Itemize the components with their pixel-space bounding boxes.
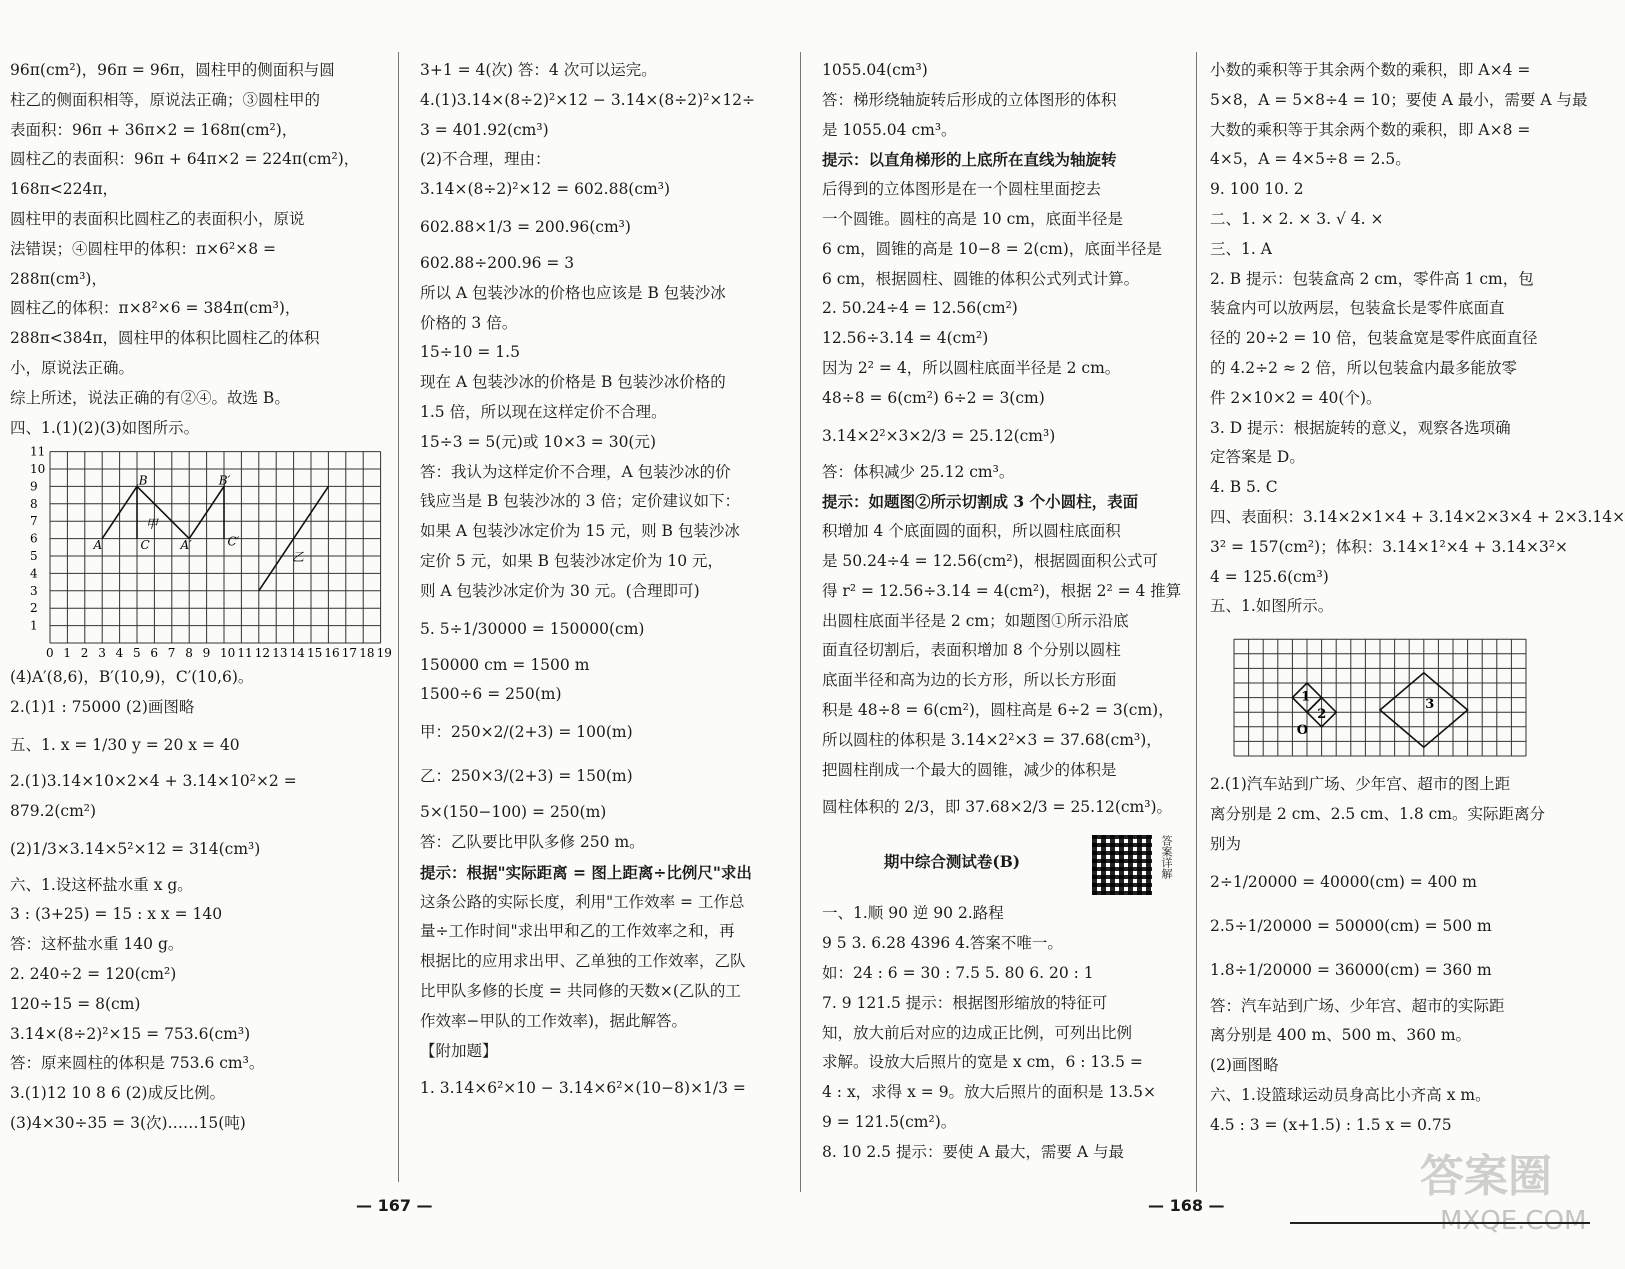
bottom-rule	[1290, 1222, 1590, 1224]
y-tick-label: 8	[30, 497, 38, 512]
text-line: 装盒内可以放两层，包装盒长是零件底面直	[1210, 299, 1505, 318]
text-line: 2.5÷1/20000 = 50000(cm) = 500 m	[1210, 916, 1492, 935]
text-line: 大数的乘积等于其余两个数的乘积，即 A×8 =	[1210, 120, 1531, 139]
text-line: 则 A 包装沙冰定价为 30 元。(合理即可)	[420, 581, 700, 600]
text-line: 2.(1)1 : 75000 (2)画图略	[10, 698, 195, 717]
section-title: 期中综合测试卷(B)	[883, 852, 1021, 872]
text-line: 五、1.如图所示。	[1210, 597, 1334, 616]
text-line: 小数的乘积等于其余两个数的乘积，即 A×4 =	[1210, 61, 1531, 79]
page-number-right: — 168 —	[1148, 1196, 1225, 1215]
point-label: B	[138, 474, 148, 489]
x-tick-label: 15	[307, 646, 323, 661]
text-line: 比甲队多修的长度 = 共同修的天数×(乙队的工	[420, 981, 741, 1000]
text-line: 法错误；④圆柱甲的体积：π×6²×8 =	[10, 239, 277, 258]
x-tick-label: 13	[272, 646, 288, 661]
text-line: 288π<384π，圆柱甲的体积比圆柱乙的体积	[10, 329, 320, 348]
text-line: 96π(cm²)，96π = 96π，圆柱甲的侧面积与圆	[10, 61, 335, 79]
text-line: 879.2(cm²)	[10, 801, 97, 820]
text-line: 4 : x，求得 x = 9。放大后照片的面积是 13.5×	[822, 1083, 1156, 1102]
text-line: 答：原来圆柱的体积是 753.6 cm³。	[10, 1054, 265, 1073]
text-line: 1.8÷1/20000 = 36000(cm) = 360 m	[1210, 960, 1492, 979]
text-line: 综上所述，说法正确的有②④。故选 B。	[10, 388, 290, 407]
text-line: 2. B 提示：包装盒高 2 cm，零件高 1 cm，包	[1210, 269, 1534, 288]
shape-label: 1	[1301, 689, 1311, 705]
text-line: 根据比的应用求出甲、乙单独的工作效率，乙队	[420, 952, 746, 971]
text-line: 2. 50.24÷4 = 12.56(cm²)	[822, 299, 1018, 318]
text-line: 积是 48÷8 = 6(cm²)，圆柱高是 6÷2 = 3(cm)，	[822, 700, 1174, 719]
point-label: A	[93, 538, 103, 553]
text-line: 2.(1)3.14×10×2×4 + 3.14×10²×2 =	[10, 771, 297, 790]
x-tick-label: 3	[98, 646, 106, 661]
watermark-url: MXQE.COM	[1440, 1206, 1587, 1236]
text-line: 3.14×(8÷2)²×15 = 753.6(cm³)	[10, 1024, 251, 1043]
text-line: 一个圆锥。圆柱的高是 10 cm，底面半径是	[822, 209, 1123, 228]
section-header	[822, 829, 1194, 899]
point-label: 乙	[291, 550, 304, 565]
text-line: 3.(1)12 10 8 6 (2)成反比例。	[10, 1084, 226, 1103]
answer-block	[10, 56, 382, 443]
text-line: 知，放大前后对应的边成正比例，可列出比例	[822, 1023, 1133, 1042]
answer-block	[10, 663, 382, 1138]
answer-block	[1210, 770, 1592, 1140]
x-tick-label: 1	[63, 646, 72, 661]
text-line: 四、表面积：3.14×2×1×4 + 3.14×2×3×4 + 2×3.14×	[1210, 507, 1625, 526]
column-rule	[1196, 52, 1197, 1192]
text-line: 六、1.设这杯盐水重 x g。	[10, 875, 193, 894]
shape-label: O	[1296, 723, 1309, 739]
x-tick-label: 6	[150, 646, 159, 661]
text-line: 答：这杯盐水重 140 g。	[10, 935, 184, 954]
y-tick-label: 5	[30, 549, 38, 564]
text-line: 提示：以直角梯形的上底所在直线为轴旋转	[822, 150, 1117, 170]
text-line: 答：体积减少 25.12 cm³。	[822, 462, 1015, 481]
text-line: 作效率−甲队的工作效率)，据此解答。	[420, 1011, 688, 1030]
point-label: C′	[227, 534, 240, 549]
text-line: 是 50.24÷4 = 12.56(cm²)，根据圆面积公式可	[822, 551, 1159, 570]
x-tick-label: 0	[46, 646, 54, 661]
text-line: 4. B 5. C	[1210, 478, 1278, 497]
text-line: 把圆柱削成一个最大的圆锥，减少的体积是	[822, 760, 1117, 779]
text-line: 答：我认为这样定价不合理，A 包装沙冰的价	[420, 462, 731, 481]
shape-label: 3	[1425, 696, 1435, 712]
qr-label: 答案详解	[1160, 835, 1173, 880]
text-line: 柱乙的侧面积相等，原说法正确；③圆柱甲的	[10, 90, 321, 109]
text-line: 钱应当是 B 包装沙冰的 3 倍；定价建议如下：	[420, 492, 740, 511]
text-line: 量÷工作时间"求出甲和乙的工作效率之和，再	[420, 922, 735, 941]
text-line: (4)A′(8,6)，B′(10,9)，C′(10,6)。	[10, 668, 254, 687]
watermark-logo: 答案圈	[1420, 1151, 1552, 1202]
text-line: 二、1. × 2. × 3. √ 4. ×	[1210, 209, 1384, 228]
point-label: 甲	[145, 517, 158, 532]
text-line: 6 cm，根据圆柱、圆锥的体积公式列式计算。	[822, 269, 1140, 288]
text-line: 定答案是 D。	[1210, 448, 1305, 467]
text-line: 圆柱乙的体积：π×8²×6 = 384π(cm³)，	[10, 299, 301, 318]
x-tick-label: 4	[115, 646, 124, 661]
text-line: (2)画图略	[1210, 1056, 1279, 1075]
answer-column-4	[1210, 56, 1625, 1141]
text-line: 4 = 125.6(cm³)	[1210, 567, 1329, 586]
answer-block	[1210, 56, 1625, 622]
y-tick-label: 4	[30, 566, 38, 581]
text-line: 价格的 3 倍。	[420, 313, 518, 332]
text-line: 所以圆柱的体积是 3.14×2²×3 = 37.68(cm³)，	[822, 730, 1162, 749]
text-line: (3)4×30÷35 = 3(次)……15(吨)	[10, 1113, 246, 1132]
text-line: 4×5，A = 4×5÷8 = 2.5。	[1210, 150, 1411, 169]
text-line: 3 = 401.92(cm³)	[420, 120, 549, 139]
text-line: 离分别是 2 cm、2.5 cm、1.8 cm。实际距离分	[1210, 804, 1546, 823]
text-line: 9 5 3. 6.28 4396 4.答案不唯一。	[822, 934, 1063, 953]
text-line: 答：汽车站到广场、少年宫、超市的实际距	[1210, 996, 1505, 1015]
text-line: 1055.04(cm³)	[822, 61, 928, 79]
text-line: 8. 10 2.5 提示：要使 A 最大，需要 A 与最	[822, 1142, 1125, 1161]
x-tick-label: 12	[254, 646, 271, 661]
text-line: 得 r² = 12.56÷3.14 = 4(cm²)，根据 2² = 4 推算	[822, 581, 1182, 600]
text-line: 离分别是 400 m、500 m、360 m。	[1210, 1026, 1472, 1045]
text-line: 六、1.设篮球运动员身高比小齐高 x m。	[1210, 1085, 1491, 1104]
text-line: 圆柱体积的 2/3，即 37.68×2/3 = 25.12(cm³)。	[822, 798, 1173, 817]
text-line: 15÷3 = 5(元)或 10×3 = 30(元)	[420, 432, 657, 451]
text-line: 15÷10 = 1.5	[420, 343, 520, 362]
answer-column-3	[822, 56, 1194, 1168]
point-label: A′	[180, 538, 192, 553]
x-tick-label: 5	[133, 646, 141, 661]
text-line: 四、1.(1)(2)(3)如图所示。	[10, 418, 200, 437]
x-tick-label: 11	[237, 646, 253, 661]
text-line: (2)不合理，理由：	[420, 150, 551, 169]
text-line: 这条公路的实际长度，利用"工作效率 = 工作总	[420, 892, 745, 911]
y-tick-label: 11	[30, 444, 46, 459]
text-line: 1500÷6 = 250(m)	[420, 685, 562, 704]
x-tick-label: 16	[324, 646, 340, 661]
text-line: 定价 5 元，如果 B 包装沙冰定价为 10 元，	[420, 551, 724, 570]
y-tick-label: 9	[30, 479, 38, 494]
column-rule	[398, 52, 399, 1182]
x-tick-label: 10	[220, 646, 236, 661]
y-tick-label: 6	[30, 531, 38, 546]
x-tick-label: 18	[359, 646, 375, 661]
qr-code[interactable]	[1092, 835, 1152, 895]
y-tick-label: 2	[30, 601, 38, 616]
text-line: 径的 20÷2 = 10 倍，包装盒宽是零件底面直径	[1210, 329, 1538, 348]
answer-column-1	[10, 56, 392, 1139]
text-line: 12.56÷3.14 = 4(cm²)	[822, 329, 989, 348]
text-line: 4.5 : 3 = (x+1.5) : 1.5 x = 0.75	[1210, 1115, 1452, 1134]
text-line: 4.(1)3.14×(8÷2)²×12 − 3.14×(8÷2)²×12÷	[420, 90, 756, 109]
x-tick-label: 19	[376, 646, 392, 661]
text-line: 答：梯形绕轴旋转后形成的立体图形的体积	[822, 90, 1117, 109]
text-line: 3 : (3+25) = 15 : x x = 140	[10, 905, 223, 924]
text-line: 件 2×10×2 = 40(个)。	[1210, 388, 1382, 407]
text-line: 6 cm，圆锥的高是 10−8 = 2(cm)，底面半径是	[822, 239, 1162, 258]
x-tick-label: 17	[341, 646, 358, 661]
x-tick-label: 7	[167, 646, 176, 661]
text-line: 3+1 = 4(次) 答：4 次可以运完。	[420, 61, 657, 79]
text-line: 2.(1)汽车站到广场、少年宫、超市的图上距	[1210, 775, 1511, 794]
text-line: 48÷8 = 6(cm²) 6÷2 = 3(cm)	[822, 388, 1045, 407]
text-line: 圆柱乙的表面积：96π + 64π×2 = 224π(cm²)，	[10, 150, 360, 169]
coordinate-grid-1	[10, 443, 392, 663]
point-label: C	[140, 538, 150, 553]
text-line: 一、1.顺 90 逆 90 2.路程	[822, 904, 1004, 923]
text-line: 的 4.2÷2 ≈ 2 倍，所以包装盒内最多能放零	[1210, 358, 1518, 377]
column-rule	[800, 52, 801, 1192]
coordinate-grid-2	[1210, 622, 1592, 770]
text-line: 3.14×2²×3×2/3 = 25.12(cm³)	[822, 426, 1056, 445]
text-line: 602.88÷200.96 = 3	[420, 253, 575, 272]
text-line: 1. 3.14×6²×10 − 3.14×6²×(10−8)×1/3 =	[420, 1079, 746, 1098]
text-line: 288π(cm³)，	[10, 269, 107, 288]
text-line: 积增加 4 个底面圆的面积，所以圆柱底面积	[822, 522, 1121, 541]
text-line: 三、1. A	[1210, 239, 1272, 258]
text-line: 表面积：96π + 36π×2 = 168π(cm²)，	[10, 120, 298, 139]
text-line: 【附加题】	[420, 1041, 498, 1060]
text-line: 是 1055.04 cm³。	[822, 120, 957, 139]
text-line: 如果 A 包装沙冰定价为 15 元，则 B 包装沙冰	[420, 522, 740, 541]
x-tick-label: 2	[80, 646, 89, 661]
x-tick-label: 14	[289, 646, 305, 661]
y-tick-label: 10	[30, 462, 46, 477]
y-tick-label: 7	[30, 514, 38, 529]
text-line: 面直径切割后，表面积增加 8 个分别以圆柱	[822, 641, 1121, 660]
text-line: 1.5 倍，所以现在这样定价不合理。	[420, 402, 667, 421]
text-line: 5. 5÷1/30000 = 150000(cm)	[420, 619, 645, 638]
text-line: 求解。设放大后照片的宽是 x cm，6 : 13.5 =	[822, 1053, 1143, 1072]
text-line: 120÷15 = 8(cm)	[10, 994, 141, 1013]
text-line: 答：乙队要比甲队多修 250 m。	[420, 832, 645, 851]
text-line: 别为	[1210, 834, 1242, 853]
text-line: 现在 A 包装沙冰的价格是 B 包装沙冰价格的	[420, 373, 726, 392]
y-tick-label: 3	[30, 584, 38, 599]
text-line: 168π<224π，	[10, 180, 119, 199]
shape-label: 2	[1317, 707, 1327, 723]
text-line: 602.88×1/3 = 200.96(cm³)	[420, 217, 631, 236]
answer-block	[420, 56, 792, 1110]
text-line: 9 = 121.5(cm²)。	[822, 1112, 957, 1131]
text-line: 5×(150−100) = 250(m)	[420, 803, 607, 822]
answer-column-2	[420, 56, 792, 1110]
x-tick-label: 8	[185, 646, 193, 661]
text-line: 提示：如题图②所示切割成 3 个小圆柱，表面	[822, 492, 1139, 512]
text-line: 后得到的立体图形是在一个圆柱里面挖去	[822, 180, 1102, 199]
text-line: 小，原说法正确。	[10, 358, 135, 377]
text-line: 如：24 : 6 = 30 : 7.5 5. 80 6. 20 : 1	[822, 963, 1094, 982]
text-line: 9. 100 10. 2	[1210, 180, 1304, 199]
text-line: 提示：根据"实际距离 = 图上距离÷比例尺"求出	[420, 862, 752, 882]
text-line: 3. D 提示：根据旋转的意义，观察各选项确	[1210, 418, 1511, 437]
text-line: 2÷1/20000 = 40000(cm) = 400 m	[1210, 872, 1477, 891]
text-line: 3² = 157(cm²)；体积：3.14×1²×4 + 3.14×3²×	[1210, 537, 1569, 556]
text-line: 150000 cm = 1500 m	[420, 655, 590, 674]
text-line: 所以 A 包装沙冰的价格也应该是 B 包装沙冰	[420, 283, 726, 302]
answer-block	[822, 56, 1194, 829]
text-line: 7. 9 121.5 提示：根据图形缩放的特征可	[822, 993, 1108, 1012]
text-line: 五、1. x = 1/30 y = 20 x = 40	[10, 735, 240, 754]
page-number-left: — 167 —	[356, 1196, 433, 1215]
point-label: B′	[218, 474, 231, 489]
text-line: 3.14×(8÷2)²×12 = 602.88(cm³)	[420, 180, 670, 199]
text-line: 2. 240÷2 = 120(cm²)	[10, 964, 177, 983]
text-line: 出圆柱底面半径是 2 cm；如题图①所示沿底	[822, 611, 1129, 630]
answer-block	[822, 899, 1194, 1167]
text-line: 乙：250×3/(2+3) = 150(m)	[420, 767, 633, 786]
text-line: 底面半径和高为边的长方形，所以长方形面	[822, 671, 1117, 690]
text-line: 因为 2² = 4，所以圆柱底面半径是 2 cm。	[822, 358, 1121, 377]
text-line: 甲：250×2/(2+3) = 100(m)	[420, 723, 633, 742]
text-line: 5×8，A = 5×8÷4 = 10；要使 A 最小，需要 A 与最	[1210, 90, 1588, 109]
text-line: (2)1/3×3.14×5²×12 = 314(cm³)	[10, 839, 261, 858]
text-line: 圆柱甲的表面积比圆柱乙的表面积小，原说	[10, 209, 305, 228]
x-tick-label: 9	[202, 646, 211, 661]
y-tick-label: 1	[30, 618, 38, 633]
